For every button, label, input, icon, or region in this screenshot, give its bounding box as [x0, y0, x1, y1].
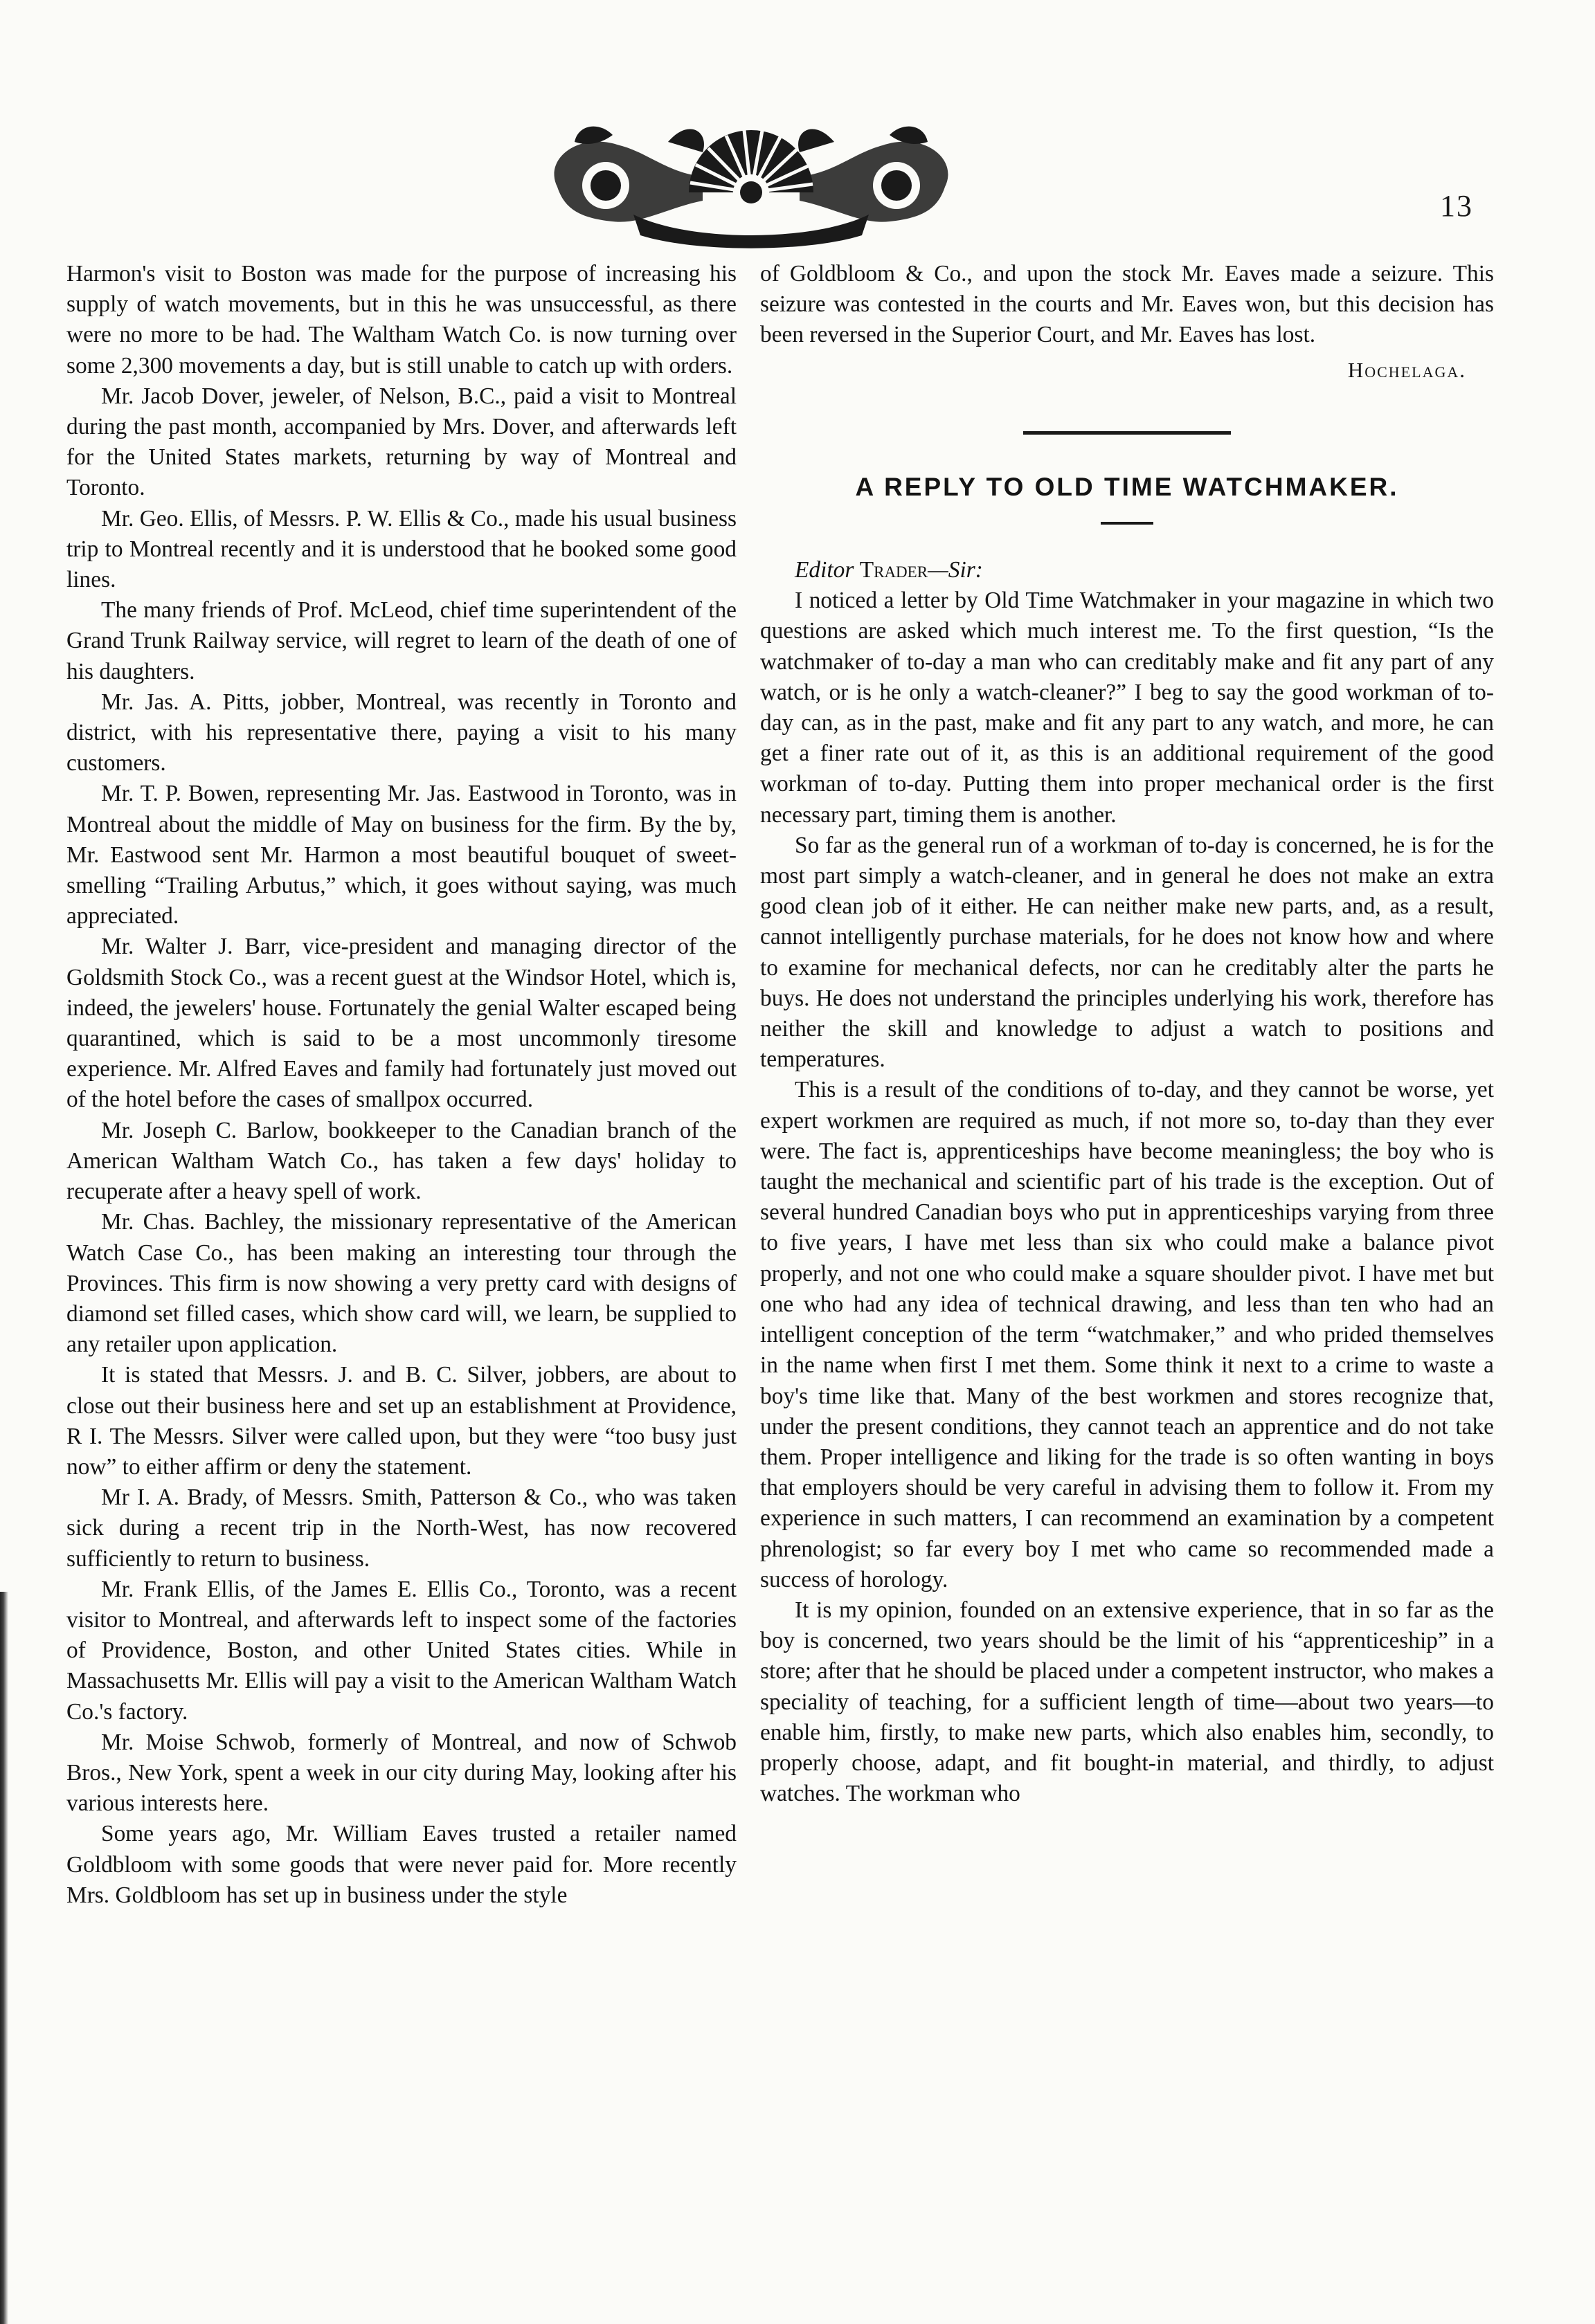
- news-item-paragraph: Mr. Geo. Ellis, of Messrs. P. W. Ellis & Co., made his usual business trip to Montreal recently and it is understood that he booked some good lines.: [66, 505, 737, 593]
- letter-salutation: [760, 555, 1494, 585]
- headline-underline-rule: [1101, 522, 1153, 525]
- article-headline: A REPLY TO OLD TIME WATCHMAKER.: [855, 472, 1399, 501]
- letter-paragraph: I noticed a letter by Old Time Watchmaker in your magazine in which two questions are asked which much interest me. To the first question, “Is the watchmaker of to-day a man who can creditably make and fit any part of any watch, or is he only a watch-cleaner?” I beg to say the good workman of to-day can, as in the past, make and fit any part to any watch, and more, he can get a finer rate out of it, as this is an additional requirement of the good workman of to-day. Putting them into proper mechanical order is the first necessary part, timing them is another.: [760, 588, 1494, 828]
- left-column: [66, 259, 737, 1911]
- salutation-sir: —Sir:: [928, 557, 983, 583]
- paragraph-continued: of Goldbloom & Co., and upon the stock Mr. Eaves made a seizure. This seizure was contested in the courts and Mr. Eaves won, but this decision has been reversed in the Superior Court, and Mr. Eaves has lost.: [760, 261, 1494, 348]
- news-item-paragraph: Mr. Moise Schwob, formerly of Montreal, and now of Schwob Bros., New York, spent a week in our city during May, looking after his various interests here.: [66, 1729, 737, 1817]
- salutation-trader: Trader: [859, 557, 928, 583]
- news-item-paragraph: Mr. Joseph C. Barlow, bookkeeper to the Canadian branch of the American Waltham Watch Co., has taken a few days' holiday to recuperate after a heavy spell of work.: [66, 1117, 737, 1205]
- letter-paragraph: This is a result of the conditions of to-day, and they cannot be worse, yet expert workmen are required as much, if not more so, to-day than they ever were. The fact is, apprenticeships have become meaningless; the boy who is taught the mechanical and scientific part of his trade is the exception. Out of several hundred Canadian boys who put in apprenticeships varying from three to five years, I have met less than six who could make a balance pivot properly, and not one who could make a square shoulder pivot. I have met but one who had any idea of technical drawing, and less than ten who had an intelligent conception of the term “watchmaker,” and who prided themselves in the name when first I met them. Some think it next to a crime to waste a boy's time like that. Many of the best workmen and stores recognize that, under the present conditions, they cannot teach an apprentice and do not take them. Proper intelligence and liking for the trade is so often wanting in boys that employers should be very careful in advising them to follow it. From my experience in such matters, I can recommend an examination by a competent phrenologist; so far every boy I met who came so recommended made a success of horology.: [760, 1077, 1494, 1592]
- news-item-paragraph: Mr. T. P. Bowen, representing Mr. Jas. Eastwood in Toronto, was in Montreal about the middle of May on business for the firm. By the by, Mr. Eastwood sent Mr. Harmon a most beautiful bouquet of sweet-smelling “Trailing Arbutus,” which, it goes without saying, was much appreciated.: [66, 781, 737, 929]
- news-item-paragraph: Mr. Chas. Bachley, the missionary representative of the American Watch Case Co., has been making an interesting tour through the Provinces. This firm is now showing a very pretty card with designs of diamond set filled cases, which show card will, we learn, be supplied to any retailer upon application.: [66, 1209, 737, 1358]
- paragraph-continued: Harmon's visit to Boston was made for the purpose of increasing his supply of watch movements, but in this he was unsuccessful, as there were no more to be had. The Waltham Watch Co. is now turning over some 2,300 movements a day, but is still unable to catch up with orders.: [66, 261, 737, 379]
- news-item-paragraph: Some years ago, Mr. William Eaves trusted a retailer named Goldbloom with some goods that were never paid for. More recently Mrs. Goldbloom has set up in business under the style: [66, 1821, 737, 1908]
- news-item-paragraph: It is stated that Messrs. J. and B. C. Silver, jobbers, are about to close out their business here and set up an establishment at Providence, R I. The Messrs. Silver were called upon, but they were “too busy just now” to either affirm or deny the statement.: [66, 1362, 737, 1480]
- news-item-paragraph: Mr. Frank Ellis, of the James E. Ellis Co., Toronto, was a recent visitor to Montreal, and afterwards left to inspect some of the factories of Providence, Boston, and other United States cities. While in Massachusetts Mr. Ellis will pay a visit to the American Waltham Watch Co.'s factory.: [66, 1576, 737, 1725]
- binding-edge-shadow: [0, 1592, 8, 2324]
- news-item-paragraph: Mr. Walter J. Barr, vice-president and managing director of the Goldsmith Stock Co., was a recent guest at the Windsor Hotel, which is, indeed, the jewelers' house. Fortunately the genial Walter escaped being quarantined, which is said to be a most uncommonly tiresome experience. Mr. Alfred Eaves and family had fortunately just moved out of the hotel before the cases of smallpox occurred.: [66, 934, 737, 1113]
- signature-hochelaga: Hochelaga.: [1347, 357, 1466, 382]
- news-item-paragraph: The many friends of Prof. McLeod, chief time superintendent of the Grand Trunk Railway service, will regret to learn of the death of one of his daughters.: [66, 597, 737, 684]
- news-item-paragraph: Mr I. A. Brady, of Messrs. Smith, Patterson & Co., who was taken sick during a recent trip in the North-West, has now recovered sufficiently to return to business.: [66, 1485, 737, 1572]
- sunburst-ornament-header: [530, 104, 973, 256]
- letter-paragraph: It is my opinion, founded on an extensive experience, that in so far as the boy is concerned, two years should be the limit of his “apprenticeship” in a store; after that he should be placed under a competent instructor, who makes a speciality of teaching, for a sufficient length of time—about two years—to enable him, firstly, to make new parts, which also enables him, secondly, to properly choose, adapt, and fit bought-in material, and thirdly, to adjust watches. The workman who: [760, 1597, 1494, 1807]
- right-column: [760, 259, 1494, 1809]
- section-divider-rule: [1023, 431, 1231, 435]
- news-item-paragraph: Mr. Jacob Dover, jeweler, of Nelson, B.C., paid a visit to Montreal during the past month, accompanied by Mrs. Dover, and afterwards left for the United States markets, returning by way of Montreal and Toronto.: [66, 383, 737, 501]
- news-item-paragraph: Mr. Jas. A. Pitts, jobber, Montreal, was recently in Toronto and district, with his representative there, paying a visit to his many customers.: [66, 689, 737, 777]
- salutation-editor: Editor: [795, 557, 854, 583]
- letter-paragraph: So far as the general run of a workman of to-day is concerned, he is for the most part simply a watch-cleaner, and in general he does not make an extra good clean job of it either. He can neither make new parts, and, as a result, cannot intelligently purchase materials, for he does not know how and where to examine for mechanical defects, nor can he creditably alter the parts he buys. He does not understand the principles underlying his work, therefore has neither the skill and knowledge to adjust a watch to positions and temperatures.: [760, 832, 1494, 1073]
- page-number: 13: [1440, 189, 1473, 223]
